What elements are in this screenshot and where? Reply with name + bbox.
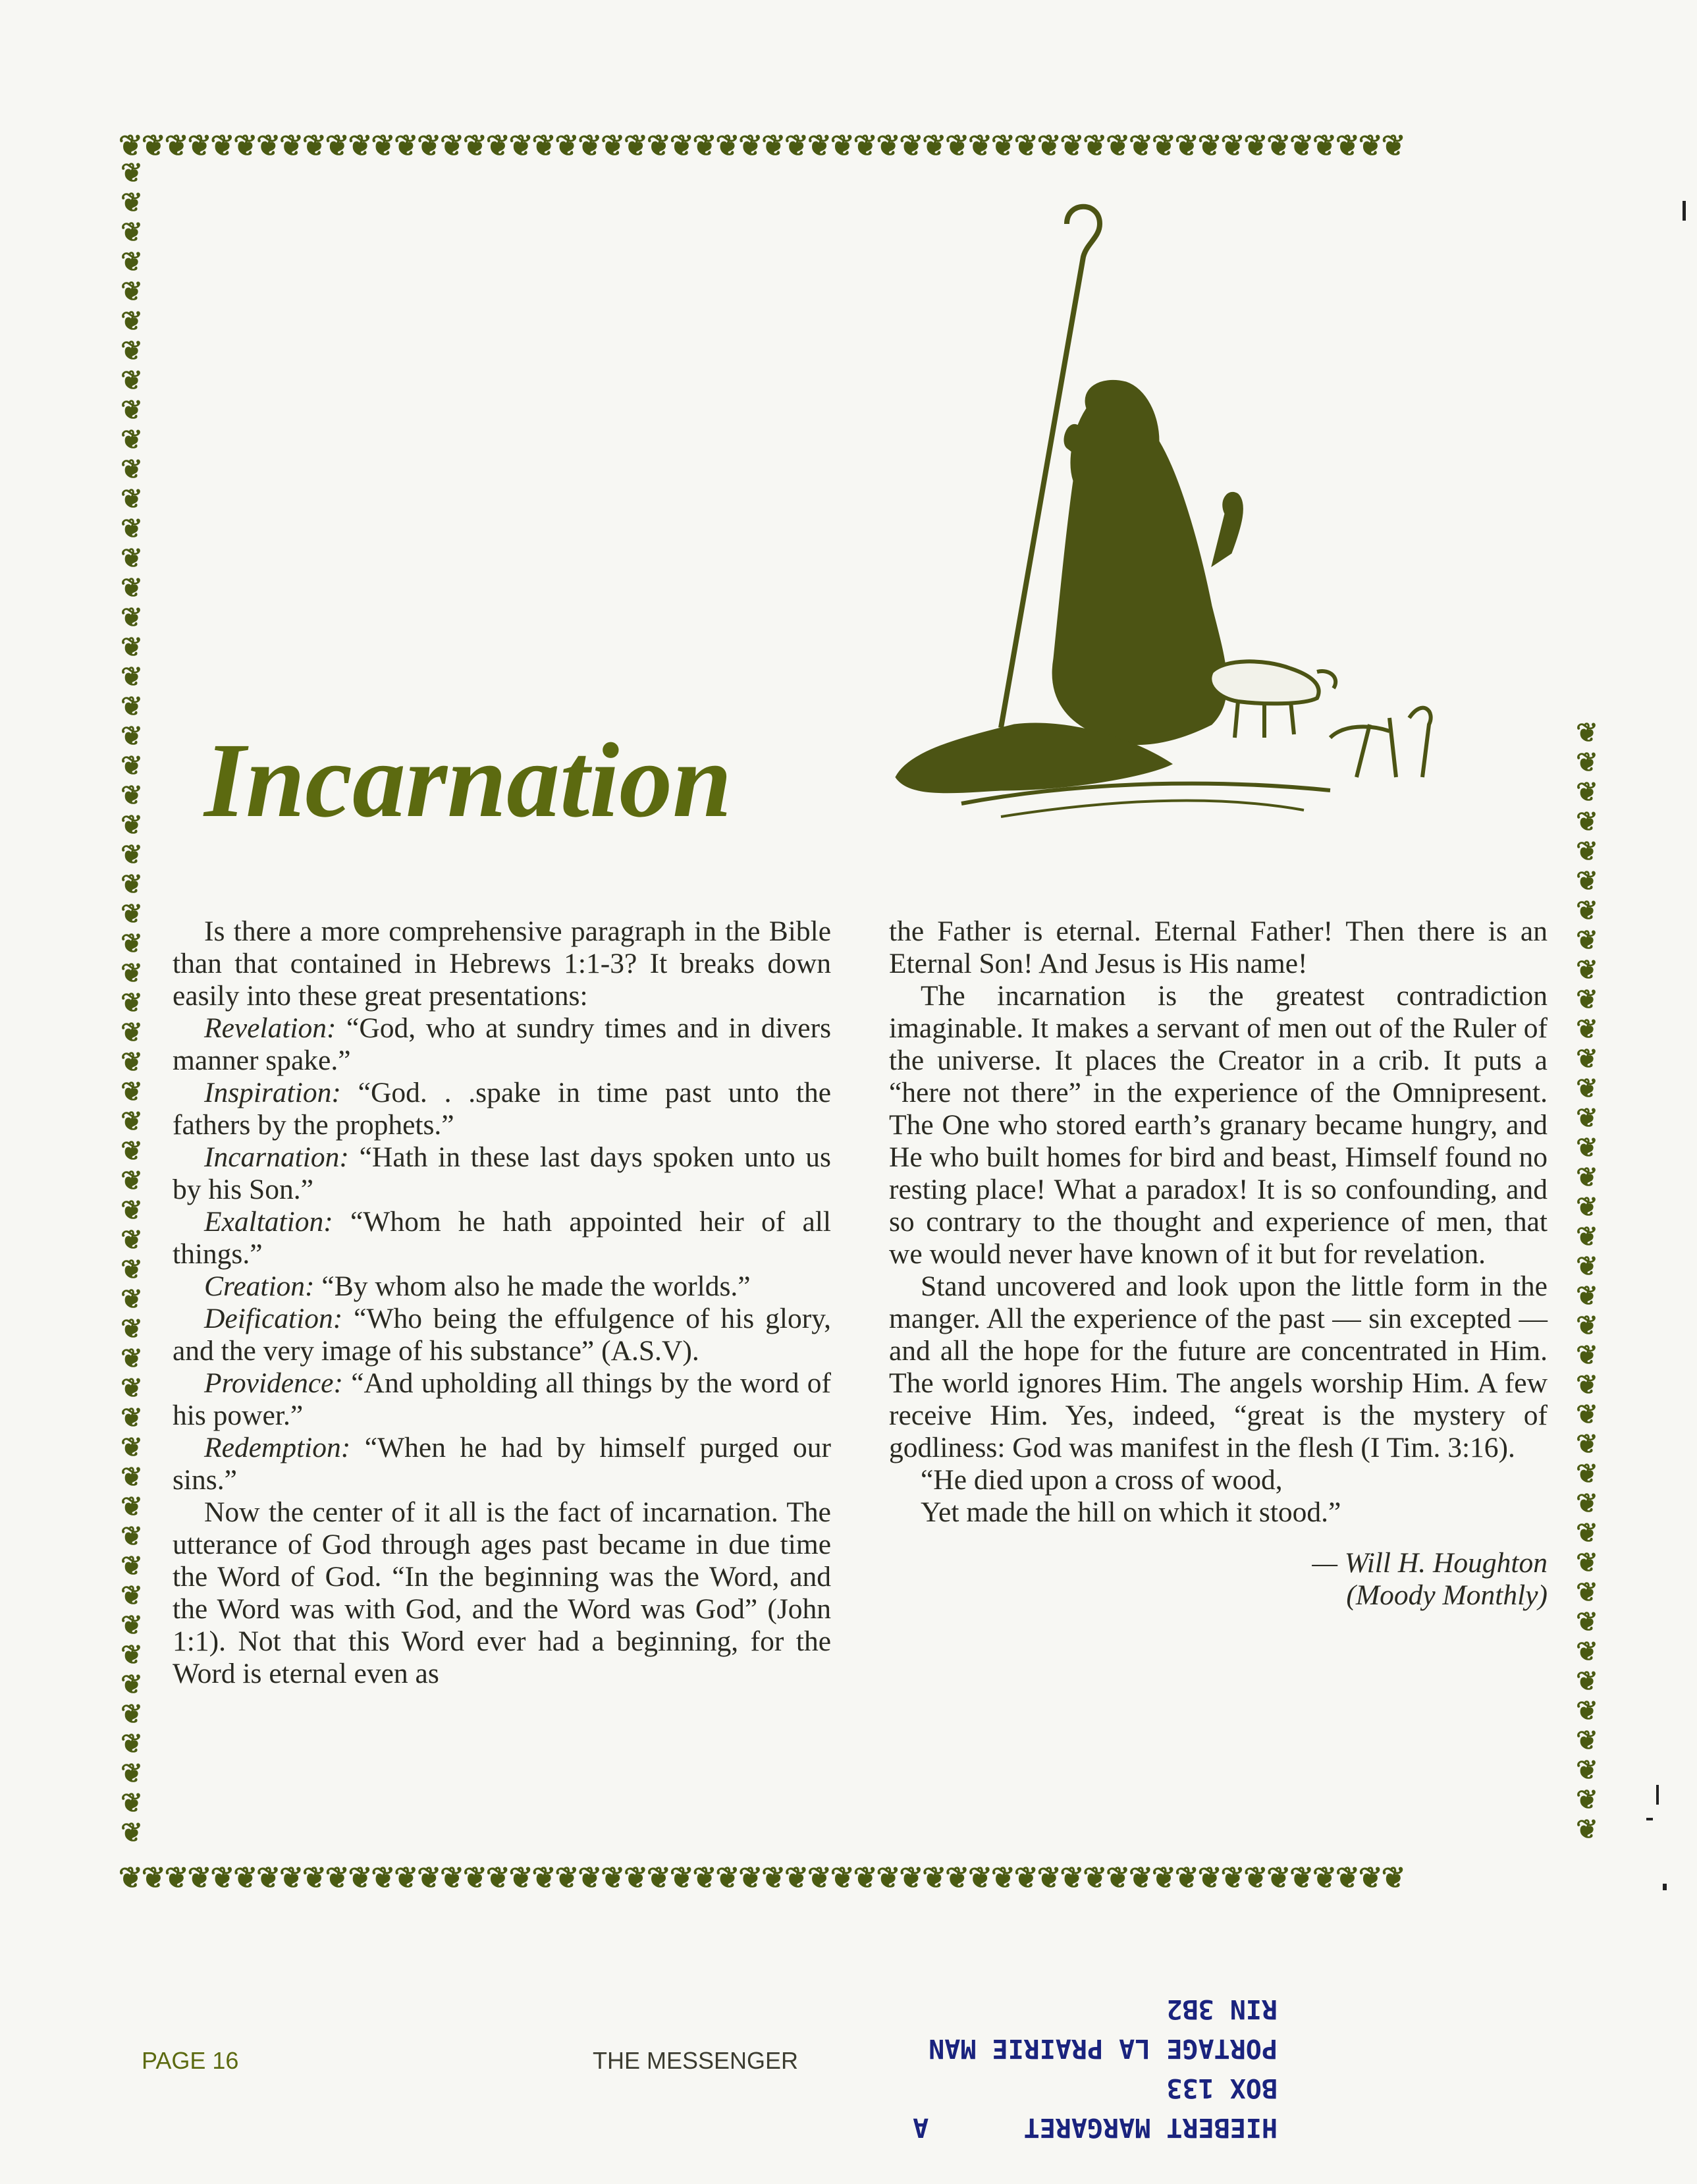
source: (Moody Monthly) [1346,1579,1548,1611]
border-bottom: ❦❦❦❦❦❦❦❦❦❦❦❦❦❦❦❦❦❦❦❦❦❦❦❦❦❦❦❦❦❦❦❦❦❦❦❦❦❦❦❦❦❦❦❦❦❦❦❦❦❦❦❦❦❦❦❦ [119,1864,1405,1893]
list-item [173,1303,831,1367]
term: Redemption: [204,1432,351,1463]
border-left: ❦ ❦ ❦ ❦ ❦ ❦ ❦ ❦ ❦ ❦ ❦ ❦ ❦ ❦ ❦ ❦ ❦ ❦ ❦ ❦ ❦ ❦ ❦ ❦ ❦ ❦ ❦ ❦ ❦ ❦ ❦ ❦ ❦ ❦ ❦ ❦ ❦ ❦ ❦ ❦ ❦ ❦ ❦ ❦ ❦ ❦ ❦ ❦ ❦ ❦ ❦ ❦ ❦ ❦ ❦ ❦ ❦ [121,158,143,1848]
address-stamp [869,1989,1278,2147]
quote: “By whom also he made the worlds.” [314,1270,751,1302]
author: — Will H. Houghton [1312,1547,1548,1579]
article-column-2 [889,915,1548,1612]
publication-name: THE MESSENGER [593,2047,799,2074]
list-item [173,1141,831,1206]
list-item [173,1432,831,1496]
quote: “And upholding all things by the word of his power.” [173,1367,831,1431]
article-title: Incarnation [204,722,732,840]
quote: “Hath in these last days spoken unto us by his Son.” [173,1141,831,1205]
attribution [889,1547,1548,1612]
term: Creation: [204,1270,315,1302]
scan-mark [1646,1818,1653,1820]
scan-mark [1683,201,1686,221]
term: Incarnation: [204,1141,349,1173]
scan-mark [1656,1785,1659,1805]
stamp-line: RIN 3B2 [1166,1994,1278,2024]
page-number: PAGE 16 [142,2047,239,2074]
list-item [173,1012,831,1077]
quote: “God. . .spake in time past unto the fathers by the prophets.” [173,1077,831,1141]
poem-line: “He died upon a cross of wood, [921,1464,1283,1496]
quote: “Whom he hath appointed heir of all things.” [173,1206,831,1270]
stamp-line: HIEBERT MARGARET A [913,2112,1278,2143]
shepherd-illustration [869,198,1449,843]
term: Providence: [204,1367,343,1399]
quote: “God, who at sundry times and in divers manner spake.” [173,1012,831,1076]
quote: “Who being the effulgence of his glory, and the very image of his substance” (A.S.V). [173,1303,831,1367]
list-item [173,1077,831,1141]
term: Deification: [204,1303,343,1334]
paragraph: Is there a more comprehensive paragraph in the Bible than that contained in Hebrews 1:1-3? It breaks down easily into these great presentations: [173,915,831,1012]
stamp-line: BOX 133 [1166,2073,1278,2103]
list-item [173,1367,831,1432]
quote: “When he had by himself purged our sins.” [173,1432,831,1496]
term: Inspiration: [204,1077,341,1108]
border-top: ❦❦❦❦❦❦❦❦❦❦❦❦❦❦❦❦❦❦❦❦❦❦❦❦❦❦❦❦❦❦❦❦❦❦❦❦❦❦❦❦❦❦❦❦❦❦❦❦❦❦❦❦❦❦❦❦ [119,132,1405,161]
paragraph: the Father is eternal. Eternal Father! Then there is an Eternal Son! And Jesus is His name! [889,915,1548,979]
paragraph: Stand uncovered and look upon the little form in the manger. All the experience of the past — sin excepted — and all the hope for the future are concentrated in Him. The world ignores Him. The angels worship Him. A few receive Him. Yes, indeed, “great is the mystery of godliness: God was manifest in the flesh (I Tim. 3:16). [889,1270,1548,1463]
term: Exaltation: [204,1206,333,1238]
article-column-1 [173,915,831,1690]
paragraph: The incarnation is the greatest contradiction imaginable. It makes a servant of men out of the Ruler of the universe. It places the Creator in a crib. It puts a “here not there” in the experience of the Omnipresent. The One who stored earth’s granary became hungry, and He who built homes for bird and beast, Himself found no resting place! What a paradox! It is so confounding, and so contrary to the thought and experience of men, that we would never have known of it but for revelation. [889,980,1548,1270]
stamp-line: PORTAGE LA PRAIRIE MAN [929,2033,1278,2063]
scan-mark [1663,1884,1667,1890]
poem-line: Yet made the hill on which it stood.” [921,1496,1341,1528]
term: Revelation: [204,1012,337,1044]
list-item [173,1270,831,1303]
border-right: ❦ ❦ ❦ ❦ ❦ ❦ ❦ ❦ ❦ ❦ ❦ ❦ ❦ ❦ ❦ ❦ ❦ ❦ ❦ ❦ ❦ ❦ ❦ ❦ ❦ ❦ ❦ ❦ ❦ ❦ ❦ ❦ ❦ ❦ ❦ ❦ ❦ ❦ [1576,718,1598,1845]
list-item [173,1206,831,1270]
paragraph: Now the center of it all is the fact of incarnation. The utterance of God through ages past became in due time the Word of God. “In the beginning was the Word, and the Word was with God, and the Word was God” (John 1:1). Not that this Word ever had a beginning, for the Word is eternal even as [173,1496,831,1689]
